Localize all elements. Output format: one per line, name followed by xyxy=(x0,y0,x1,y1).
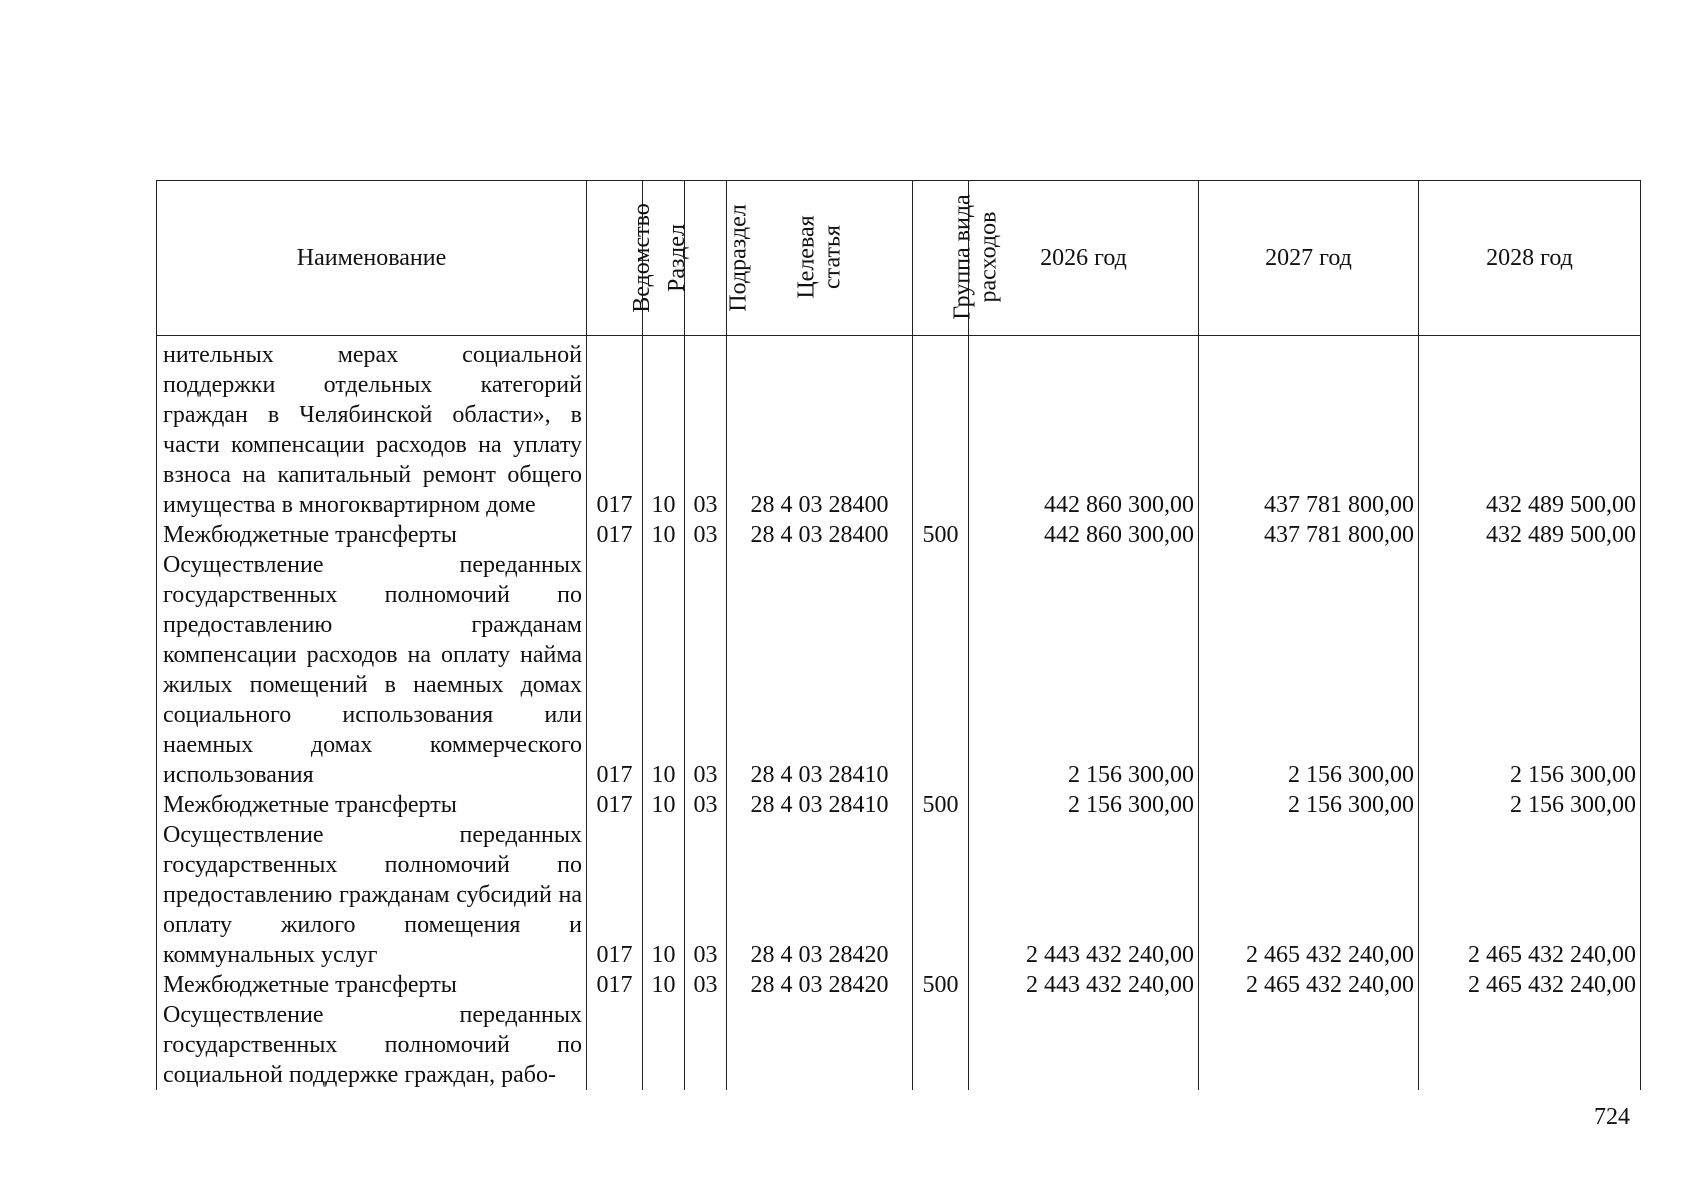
row-name: Межбюджетные трансферты xyxy=(157,790,587,820)
header-name: Наименование xyxy=(157,181,587,336)
row-gruppa xyxy=(913,1000,969,1090)
row-podrazdel: 03 xyxy=(685,520,727,550)
budget-table xyxy=(156,180,1641,1090)
header-vedomstvo: Ведомство xyxy=(587,181,643,336)
row-2026: 2 156 300,00 xyxy=(969,790,1199,820)
row-gruppa: 500 xyxy=(913,970,969,1000)
row-podrazdel: 03 xyxy=(685,820,727,970)
row-gruppa xyxy=(913,820,969,970)
row-2028 xyxy=(1419,1000,1641,1090)
header-2028: 2028 год xyxy=(1419,181,1641,336)
row-razdel: 10 xyxy=(643,520,685,550)
table-row xyxy=(157,820,1641,970)
row-2026: 2 443 432 240,00 xyxy=(969,970,1199,1000)
page-number: 724 xyxy=(1594,1104,1630,1130)
row-2028: 2 465 432 240,00 xyxy=(1419,820,1641,970)
row-2028: 2 156 300,00 xyxy=(1419,550,1641,790)
row-2026: 2 443 432 240,00 xyxy=(969,820,1199,970)
row-name: Осуществление переданных государственных полномочий по социальной поддержке граждан, рабо- xyxy=(157,1000,587,1090)
row-razdel: 10 xyxy=(643,550,685,790)
table-row xyxy=(157,520,1641,550)
row-2027: 2 156 300,00 xyxy=(1199,790,1419,820)
row-2028: 2 465 432 240,00 xyxy=(1419,970,1641,1000)
row-vedomstvo: 017 xyxy=(587,970,643,1000)
row-razdel: 10 xyxy=(643,790,685,820)
row-name: Осуществление переданных государственных полномочий по предоставлению гражданам компенсации расходов на оплату найма жилых помещений в наемных домах социального использования или наемных домах коммерческого использования xyxy=(157,550,587,790)
row-gruppa: 500 xyxy=(913,790,969,820)
header-razdel: Раздел xyxy=(643,181,685,336)
row-razdel: 10 xyxy=(643,970,685,1000)
row-celevaya: 28 4 03 28420 xyxy=(727,820,913,970)
row-2028: 432 489 500,00 xyxy=(1419,336,1641,521)
header-gruppa: Группа вида расходов xyxy=(913,181,969,336)
table-row xyxy=(157,970,1641,1000)
row-razdel xyxy=(643,1000,685,1090)
table-row xyxy=(157,336,1641,521)
row-vedomstvo: 017 xyxy=(587,550,643,790)
table-row xyxy=(157,790,1641,820)
row-2026 xyxy=(969,1000,1199,1090)
row-celevaya: 28 4 03 28420 xyxy=(727,970,913,1000)
row-gruppa xyxy=(913,336,969,521)
row-2027: 437 781 800,00 xyxy=(1199,336,1419,521)
header-podrazdel: Подраздел xyxy=(685,181,727,336)
row-celevaya: 28 4 03 28410 xyxy=(727,790,913,820)
row-2027: 2 156 300,00 xyxy=(1199,550,1419,790)
table-body xyxy=(157,336,1641,1091)
row-razdel: 10 xyxy=(643,820,685,970)
header-celevaya: Целевая статья xyxy=(727,181,913,336)
row-vedomstvo: 017 xyxy=(587,336,643,521)
row-2026: 2 156 300,00 xyxy=(969,550,1199,790)
row-podrazdel: 03 xyxy=(685,550,727,790)
row-vedomstvo: 017 xyxy=(587,820,643,970)
row-name: Осуществление переданных государственных полномочий по предоставлению гражданам субсидий на оплату жилого помещения и коммунальных услуг xyxy=(157,820,587,970)
row-vedomstvo: 017 xyxy=(587,520,643,550)
row-vedomstvo xyxy=(587,1000,643,1090)
row-name: Межбюджетные трансферты xyxy=(157,520,587,550)
row-2026: 442 860 300,00 xyxy=(969,520,1199,550)
header-2026: 2026 год xyxy=(969,181,1199,336)
row-vedomstvo: 017 xyxy=(587,790,643,820)
row-2026: 442 860 300,00 xyxy=(969,336,1199,521)
row-2027: 437 781 800,00 xyxy=(1199,520,1419,550)
table-header xyxy=(157,181,1641,336)
row-2027: 2 465 432 240,00 xyxy=(1199,820,1419,970)
row-podrazdel: 03 xyxy=(685,336,727,521)
row-podrazdel: 03 xyxy=(685,790,727,820)
row-2028: 432 489 500,00 xyxy=(1419,520,1641,550)
row-celevaya: 28 4 03 28400 xyxy=(727,520,913,550)
row-celevaya: 28 4 03 28400 xyxy=(727,336,913,521)
table-row xyxy=(157,550,1641,790)
row-celevaya xyxy=(727,1000,913,1090)
header-2027: 2027 год xyxy=(1199,181,1419,336)
row-podrazdel xyxy=(685,1000,727,1090)
row-celevaya: 28 4 03 28410 xyxy=(727,550,913,790)
table-row xyxy=(157,1000,1641,1090)
row-2027: 2 465 432 240,00 xyxy=(1199,970,1419,1000)
row-podrazdel: 03 xyxy=(685,970,727,1000)
row-2028: 2 156 300,00 xyxy=(1419,790,1641,820)
row-name: Межбюджетные трансферты xyxy=(157,970,587,1000)
row-razdel: 10 xyxy=(643,336,685,521)
row-gruppa xyxy=(913,550,969,790)
row-name: нительных мерах социальной поддержки отдельных категорий граждан в Челябинской области», в части компенсации расходов на уплату взноса на капитальный ремонт общего имущества в многоквартирном доме xyxy=(157,336,587,521)
row-2027 xyxy=(1199,1000,1419,1090)
row-gruppa: 500 xyxy=(913,520,969,550)
